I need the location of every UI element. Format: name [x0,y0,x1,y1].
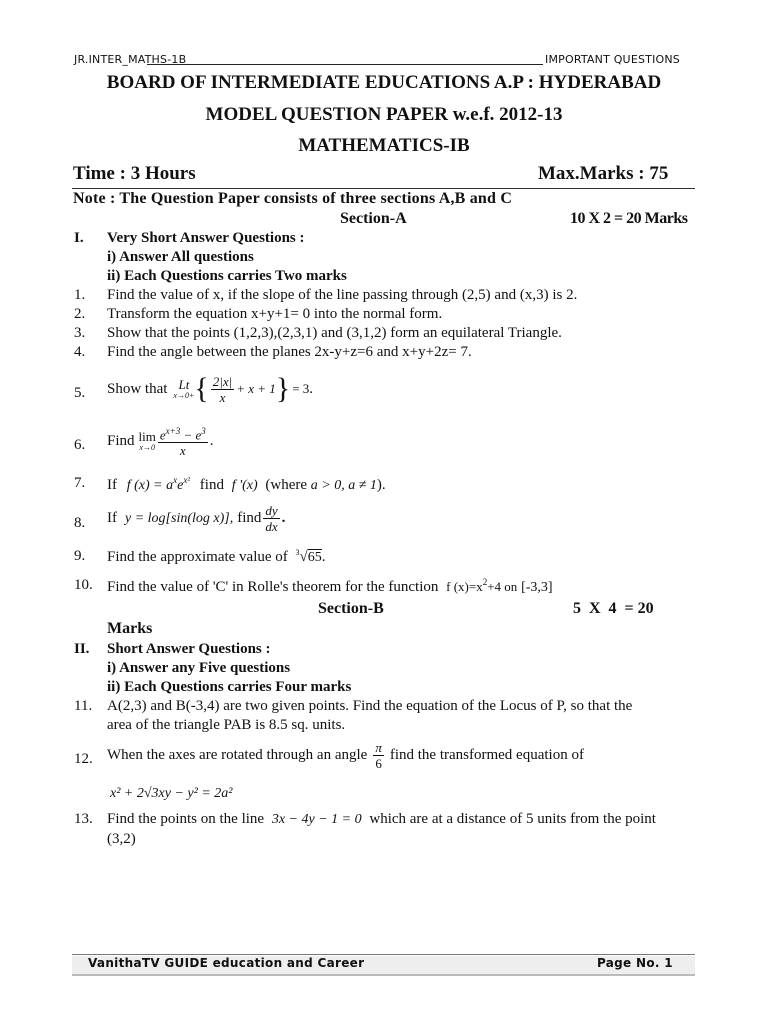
question-number: 11. [74,698,93,714]
question-number: 5. [74,385,86,401]
section-a-marks: 10 X 2 = 20 Marks [570,210,688,227]
section-b-title: Section-B [318,600,384,617]
limit-operator: Lt x→0+ [173,377,195,400]
page-number: Page No. 1 [597,956,673,970]
question-text: find the transformed equation of [389,747,584,763]
section-a-instruction-1: i) Answer All questions [107,249,254,265]
question-number: 6. [74,437,86,453]
cube-root: $^3$√65 [295,548,322,565]
result: = 3 [292,381,310,396]
question-text: When the axes are rotated through an angle [107,747,368,763]
question-text: Transform the equation x+y+1= 0 into the normal form. [107,306,443,322]
question-10: Find the value of 'C' in Rolle's theorem for the function f $(x)=x^2+4$ on [-3,3] [107,577,553,595]
question-text: (3,2) [107,831,136,847]
section-b-heading: Short Answer Questions : [107,641,271,657]
question-text: If [107,510,117,526]
question-number: 9. [74,548,86,564]
question-number: 10. [74,577,93,593]
time-label: Time : 3 Hours [73,163,196,184]
question-text: Find [107,432,135,449]
question-number: 8. [74,515,86,531]
section-a-roman: I. [74,230,84,246]
footer-rule [72,954,695,955]
title-rule [72,188,695,189]
right-brace: } [275,372,291,405]
board-title: BOARD OF INTERMEDIATE EDUCATIONS A.P : HYDERABAD [106,72,662,93]
question-text: Find the value of x, if the slope of the line passing through (2,5) and (x,3) is 2. [107,287,578,303]
section-b-marks-word: Marks [107,620,153,637]
fraction: $\frac{\pi}{6}$ [375,740,382,771]
question-number: 7. [74,475,86,491]
question-12 [107,740,584,771]
question-number: 1. [74,287,86,303]
expression: f (x) = a [126,478,174,493]
section-a-title: Section-A [340,210,407,227]
question-text: which are at a distance of 5 units from the point [369,811,656,827]
equation: 3x − 4y − 1 = 0 [271,812,362,827]
subject-title: MATHEMATICS-IB [298,135,470,156]
expression: y = log[sin(log x)], [125,510,234,526]
question-text: A(2,3) and B(-3,4) are two given points. Find the equation of the Locus of P, so that the [107,698,633,714]
question-5: Show that Lt x→0+ { $\frac{2|x|}{x}$ + x + 1 } = 3 . [107,372,314,405]
fraction: $\frac{e^{x+3} - e^3}{x}$ [159,426,206,459]
question-text: If [107,477,117,493]
footer-left: VanithaTV GUIDE education and Career [88,956,365,970]
question-number: 3. [74,325,86,341]
question-text: Show that [107,380,168,397]
question-text: Find the angle between the planes 2x-y+z=6 and x+y+2z= 7. [107,344,472,360]
question-text: area of the triangle PAB is 8.5 sq. units. [107,717,346,733]
model-paper-title: MODEL QUESTION PAPER w.e.f. 2012-13 [205,104,563,125]
note: Note : The Question Paper consists of three sections A,B and C [73,190,513,207]
question-text: Show that the points (1,2,3),(2,3,1) and (3,1,2) form an equilateral Triangle. [107,325,562,341]
question-text: Find the points on the line [107,811,265,827]
question-13 [107,811,656,828]
question-number: 2. [74,306,86,322]
question-number: 13. [74,811,93,827]
max-marks-label: Max.Marks : 75 [538,163,669,184]
question-number: 12. [74,751,93,767]
question-number: 4. [74,344,86,360]
section-b-roman: II. [74,641,90,657]
section-b-marks: 5 X 4 = 20 [573,600,654,617]
header-left: JR.INTER_MATHS-1B [74,53,187,66]
question-text: Find the value of 'C' in Rolle's theorem for the function [107,579,439,595]
question-7: If f $(x) = a^xe^{x^2}$ find f '(x) (where a > 0, a ≠ 1). [107,475,386,493]
fraction: $\frac{2|x|}{x}$ [212,373,233,405]
question-6: Find lim x→0 $\frac{e^{x+3} - e^3}{x}$ . [107,426,214,459]
left-brace: { [194,372,209,405]
expression: f (x)=x [446,579,483,594]
section-a-instruction-2: ii) Each Questions carries Two marks [107,268,347,284]
fraction: $\frac{dy}{dx}$ [265,503,278,534]
header-divider [147,64,543,65]
header-right: IMPORTANT QUESTIONS [545,53,680,66]
equation: x² + 2√3xy − y² = 2a² [110,786,233,801]
section-a-heading: Very Short Answer Questions : [107,230,305,246]
section-b-instruction-2: ii) Each Questions carries Four marks [107,679,352,695]
question-text: Find the approximate value of [107,549,288,565]
section-b-instruction-1: i) Answer any Five questions [107,660,291,676]
limit-operator: lim x→0 [138,429,156,453]
expression: + x + 1 [236,381,276,396]
question-9: Find the approximate value of $^3$√65. [107,548,326,565]
question-8: If y = log[sin(log x)], find $\frac{dy}{dx}$ . [107,503,286,534]
